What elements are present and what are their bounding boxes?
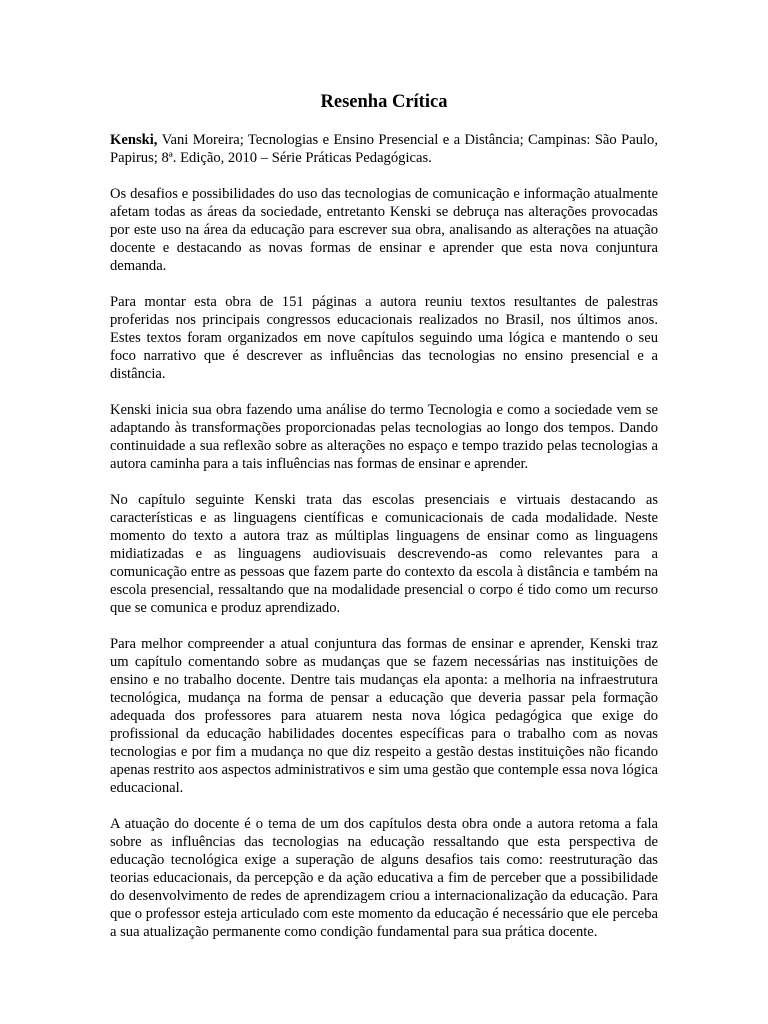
paragraph-2: Para montar esta obra de 151 páginas a autora reuniu textos resultantes de palestras proferidas nos principais congressos educacionais realizados no Brasil, nos últimos anos. Estes textos foram organizados em nove capítulos seguindo uma lógica e mantendo o seu foco narrativo que é descrever as influências das tecnologias no ensino presencial e a distância. <box>110 294 658 382</box>
bibliographic-reference <box>110 131 658 167</box>
paragraph-6: A atuação do docente é o tema de um dos capítulos desta obra onde a autora retoma a fala sobre as influências das tecnologias na educação ressaltando que esta perspectiva de educação tecnológica exige a superação de alguns desafios tais como: reestruturação das teorias educacionais, da percepção e da ação educativa a fim de perceber que a possibilidade do desenvolvimento de redes de aprendizagem criou a internacionalização da educação. Para que o professor esteja articulado com este momento da educação é necessário que ele perceba a sua atualização permanente como condição fundamental para sua prática docente. <box>110 816 658 940</box>
paragraph-5: Para melhor compreender a atual conjuntura das formas de ensinar e aprender, Kenski traz um capítulo comentando sobre as mudanças que se fazem necessárias nas instituições de ensino e no trabalho docente. Dentre tais mudanças ela aponta: a melhoria na infraestrutura tecnológica, mudança na forma de pensar a educação que deveria passar pela formação adequada dos professores para atuarem nesta nova lógica pedagógica que exige do profissional da educação habilidades docentes específicas para o trabalho com as novas tecnologias e por fim a mudança no que diz respeito a gestão destas instituições não ficando apenas restrito aos aspectos administrativos e sim uma gestão que contemple essa nova lógica educacional. <box>110 636 658 796</box>
paragraph-1: Os desafios e possibilidades do uso das tecnologias de comunicação e informação atualmente afetam todas as áreas da sociedade, entretanto Kenski se debruça nas alterações provocadas por este uso na área da educação para escrever sua obra, analisando as alterações na atuação docente e destacando as novas formas de ensinar e aprender que esta nova conjuntura demanda. <box>110 186 658 274</box>
reference-details: Vani Moreira; Tecnologias e Ensino Presencial e a Distância; Campinas: São Paulo, Papirus; 8ª. Edição, 2010 – Série Práticas Pedagógicas. <box>110 132 658 166</box>
paragraph-3: Kenski inicia sua obra fazendo uma análise do termo Tecnologia e como a sociedade vem se adaptando às transformações proporcionadas pelas tecnologias ao longo dos tempos. Dando continuidade a sua reflexão sobre as alterações no espaço e tempo trazido pelas tecnologias a autora caminha para a tais influências nas formas de ensinar e aprender. <box>110 402 658 472</box>
document-title: Resenha Crítica <box>320 92 448 112</box>
paragraph-4: No capítulo seguinte Kenski trata das escolas presenciais e virtuais destacando as características e as linguagens científicas e comunicacionais de cada modalidade. Neste momento do texto a autora traz as múltiplas linguagens de ensinar como as linguagens midiatizadas e as linguagens audiovisuais descrevendo-as como relevantes para a comunicação entre as pessoas que fazem parte do contexto da escola à distância e também na escola presencial, ressaltando que na modalidade presencial o corpo é tido como um recurso que se comunica e produz aprendizado. <box>110 492 658 616</box>
reference-author: Kenski, <box>110 132 158 148</box>
document-page <box>110 90 658 959</box>
